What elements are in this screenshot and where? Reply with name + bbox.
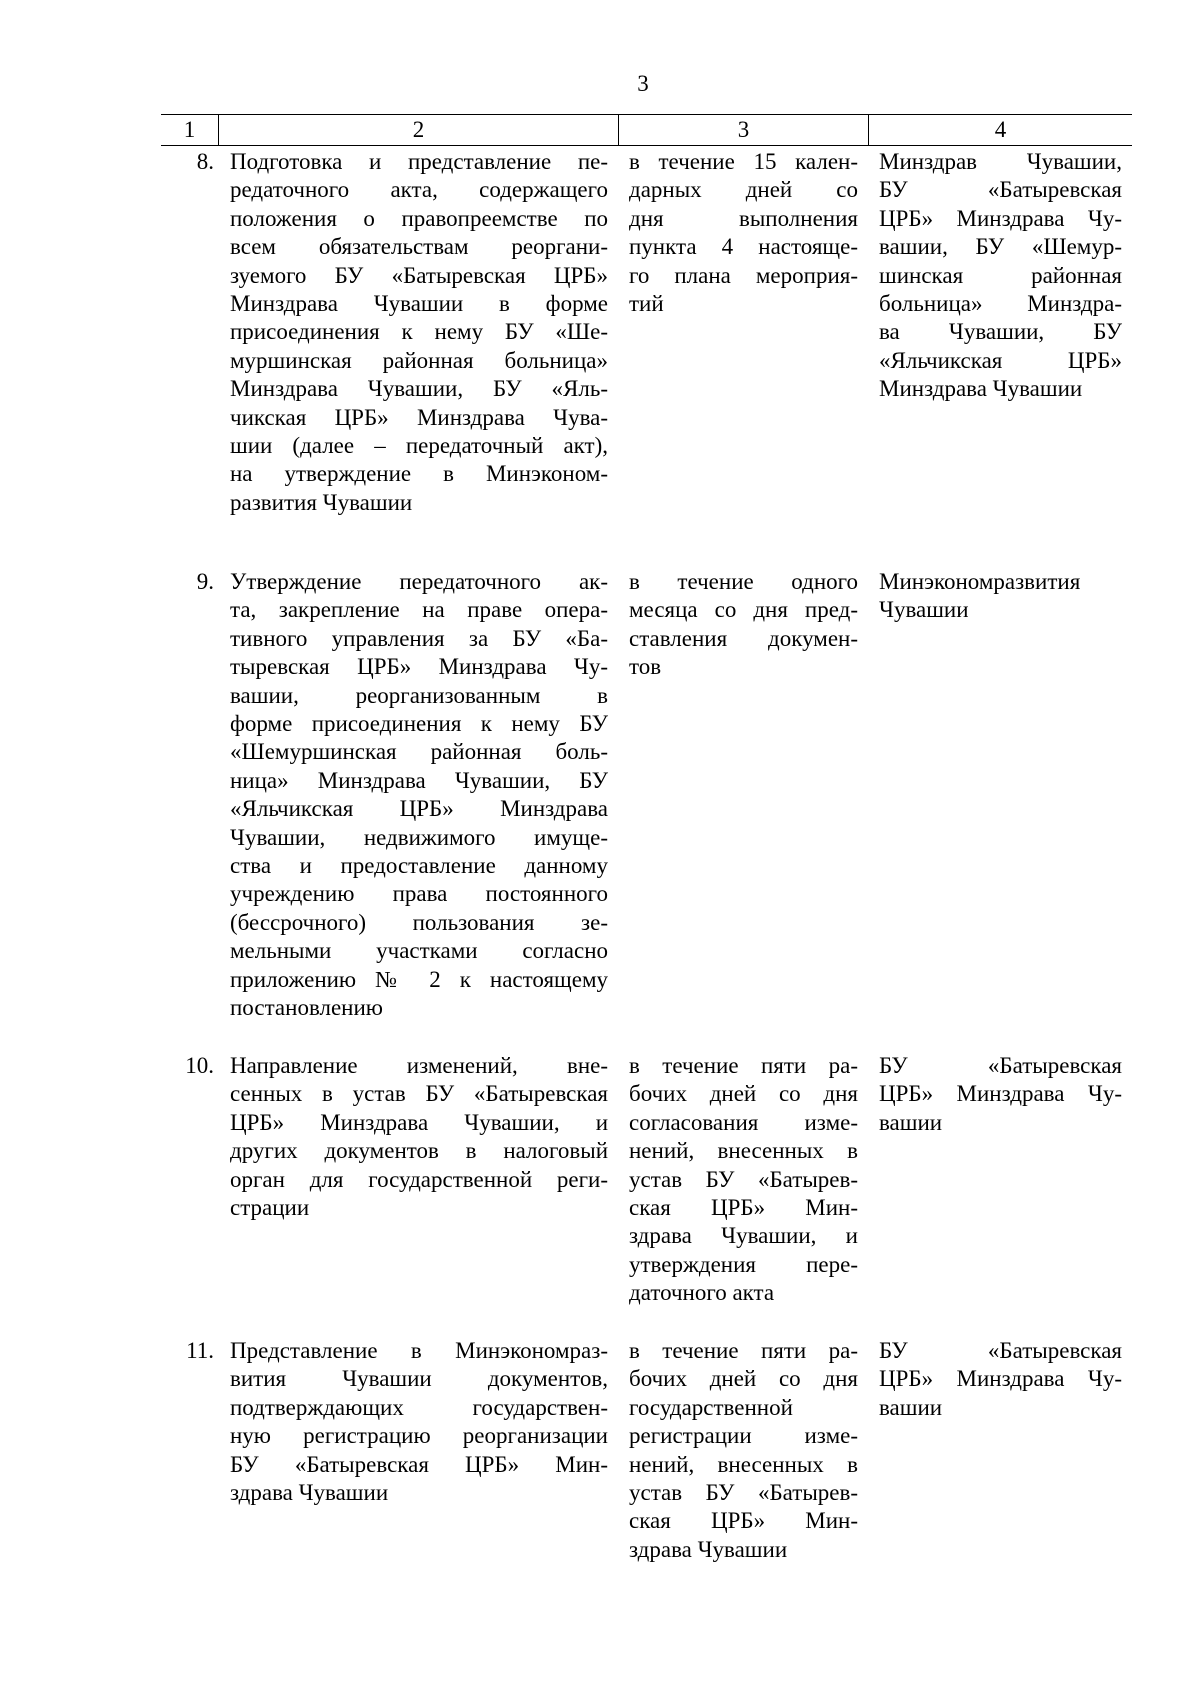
text-line: нений, внесенных в [629, 1138, 858, 1164]
text-line: подтверждающих государствен- [230, 1394, 608, 1420]
text-line: устав БУ «Батырев- [629, 1166, 858, 1192]
table-header [161, 114, 1132, 146]
text-line: регистрации изме- [629, 1423, 858, 1449]
column-header-1: 1 [183, 117, 196, 142]
text-line: чикская ЦРБ» Минздрава Чува- [230, 404, 608, 430]
text-line: здрава Чувашии [629, 1536, 788, 1562]
text-line: страции [230, 1195, 310, 1221]
column-header-4: 4 [868, 115, 1132, 145]
text-line: Утверждение передаточного ак- [230, 569, 608, 594]
text-line: БУ «Батыревская [879, 1338, 1122, 1363]
text-line: мельными участками согласно [230, 938, 608, 964]
text-line: устав БУ «Батырев- [629, 1480, 858, 1506]
text-line: ЦРБ» Минздрава Чувашии, и [230, 1109, 608, 1135]
text-line: ЦРБ» Минздрава Чу- [879, 205, 1122, 231]
responsible-text [868, 568, 1132, 1023]
text-line: здрава Чувашии [230, 1480, 389, 1506]
deadline-text [618, 1052, 868, 1308]
text-line: присоединения к нему БУ «Ше- [230, 319, 608, 345]
text-line: Минздрав Чувашии, [879, 149, 1122, 174]
text-line: тий [629, 291, 664, 317]
text-line: шинская районная [879, 262, 1122, 288]
text-line: форме присоединения к нему БУ [230, 711, 608, 737]
text-line: «Яльчикская ЦРБ» Минздрава [230, 796, 608, 822]
text-line: развития Чувашии [230, 489, 413, 515]
text-line: ставления докумен- [629, 625, 858, 651]
text-line: Минэкономразвития [879, 569, 1081, 594]
text-line: Минздрава Чувашии [879, 376, 1083, 402]
measure-text [218, 1052, 618, 1308]
responsible-text [868, 1337, 1132, 1564]
text-line: в течение пяти ра- [629, 1053, 858, 1078]
text-line: БУ «Батыревская [879, 1053, 1122, 1078]
text-line: бочих дней со дня [629, 1081, 858, 1107]
text-line: «Яльчикская ЦРБ» [879, 347, 1122, 373]
page-number: 3 [637, 71, 649, 96]
text-line: ства и предоставление данному [230, 853, 608, 879]
text-line: БУ «Батыревская [879, 177, 1122, 203]
text-line: государственной [629, 1394, 793, 1420]
row-number: 10. [185, 1053, 214, 1078]
text-line: сенных в устав БУ «Батыревская [230, 1081, 608, 1107]
text-line: тивного управления за БУ «Ба- [230, 625, 608, 651]
text-line: Направление изменений, вне- [230, 1053, 608, 1078]
measure-text [218, 148, 618, 517]
text-line: го плана мероприя- [629, 262, 858, 288]
text-line: всем обязательствам реоргани- [230, 234, 608, 260]
text-line: ЦРБ» Минздрава Чу- [879, 1081, 1122, 1107]
text-line: шии (далее – передаточный акт), [230, 433, 608, 459]
row-number: 8. [196, 149, 214, 174]
text-line: тов [629, 654, 662, 680]
text-line: ва Чувашии, БУ [879, 319, 1122, 345]
text-line: ская ЦРБ» Мин- [629, 1195, 858, 1221]
text-line: ская ЦРБ» Мин- [629, 1508, 858, 1534]
text-line: в течение 15 кален- [629, 149, 858, 174]
row-number: 11. [186, 1338, 214, 1363]
text-line: пункта 4 настояще- [629, 234, 858, 260]
text-line: вашии, реорганизованным в [230, 682, 608, 708]
text-line: вашии, БУ «Шемур- [879, 234, 1122, 260]
text-line: Минздрава Чувашии в форме [230, 291, 608, 317]
measure-text [218, 1337, 618, 1564]
text-line: дарных дней со [629, 177, 858, 203]
responsible-text [868, 148, 1132, 517]
text-line: редаточного акта, содержащего [230, 177, 608, 203]
text-line: других документов в налоговый [230, 1138, 608, 1164]
text-line: в течение одного [629, 569, 858, 594]
deadline-text [618, 148, 868, 517]
text-line: дня выполнения [629, 205, 858, 231]
text-line: Минздрава Чувашии, БУ «Яль- [230, 376, 608, 402]
table-row [161, 148, 1132, 517]
text-line: ную регистрацию реорганизации [230, 1423, 608, 1449]
text-line: БУ «Батыревская ЦРБ» Мин- [230, 1451, 608, 1477]
text-line: зуемого БУ «Батыревская ЦРБ» [230, 262, 608, 288]
text-line: тыревская ЦРБ» Минздрава Чу- [230, 654, 608, 680]
table-row [161, 1052, 1132, 1308]
deadline-text [618, 568, 868, 1023]
text-line: приложению № 2 к настоящему [230, 966, 608, 992]
text-line: Подготовка и представление пе- [230, 149, 608, 174]
text-line: утверждения пере- [629, 1251, 858, 1277]
text-line: здрава Чувашии, и [629, 1223, 858, 1249]
text-line: учреждению права постоянного [230, 881, 608, 907]
table-row [161, 1337, 1132, 1564]
text-line: Чувашии [879, 597, 969, 623]
column-header-2: 2 [218, 115, 618, 145]
text-line: (бессрочного) пользования зе- [230, 909, 608, 935]
text-line: вашии [879, 1394, 943, 1420]
text-line: положения о правопреемстве по [230, 205, 608, 231]
table-row [161, 568, 1132, 1023]
deadline-text [618, 1337, 868, 1564]
text-line: месяца со дня пред- [629, 597, 858, 623]
text-line: Представление в Минэкономраз- [230, 1338, 608, 1363]
text-line: больница» Минздра- [879, 291, 1122, 317]
row-number: 9. [196, 569, 214, 594]
text-line: муршинская районная больница» [230, 347, 608, 373]
text-line: на утверждение в Минэконом- [230, 461, 608, 487]
text-line: согласования изме- [629, 1109, 858, 1135]
text-line: Чувашии, недвижимого имуще- [230, 824, 608, 850]
text-line: нений, внесенных в [629, 1451, 858, 1477]
text-line: вашии [879, 1109, 943, 1135]
measure-text [218, 568, 618, 1023]
text-line: вития Чувашии документов, [230, 1366, 608, 1392]
text-line: даточного акта [629, 1280, 775, 1306]
text-line: постановлению [230, 995, 383, 1021]
text-line: в течение пяти ра- [629, 1338, 858, 1363]
text-line: орган для государственной реги- [230, 1166, 608, 1192]
text-line: та, закрепление на праве опера- [230, 597, 608, 623]
column-header-3: 3 [618, 115, 868, 145]
text-line: ЦРБ» Минздрава Чу- [879, 1366, 1122, 1392]
text-line: ница» Минздрава Чувашии, БУ [230, 767, 608, 793]
responsible-text [868, 1052, 1132, 1308]
text-line: «Шемуршинская районная боль- [230, 739, 608, 765]
text-line: бочих дней со дня [629, 1366, 858, 1392]
